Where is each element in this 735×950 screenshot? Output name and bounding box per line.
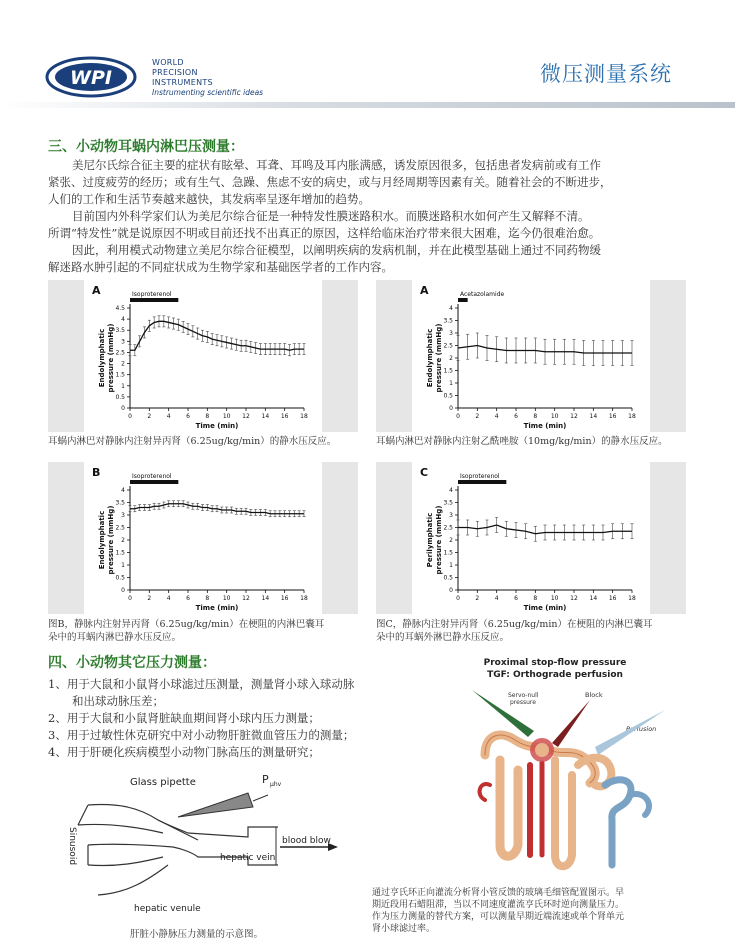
glass-pipette-label: Glass pipette (130, 777, 196, 788)
caption-line: 期近段用石蜡阻滞，当以不同速度灌流亨氏环时逆向测量压力。 (372, 900, 625, 910)
drug-bar (458, 480, 506, 484)
sinusoid-label: Sinusoid (67, 827, 77, 866)
chart-4-caption (376, 618, 686, 644)
caption-line: 作为压力测量的替代方案，可以测量早期近端流速或单个肾单元 (372, 912, 625, 922)
y-tick-label: 2.5 (115, 524, 125, 532)
gray-margin-right (322, 462, 358, 614)
y-axis-label: Endolymphatic (98, 328, 106, 388)
y-tick-label: 1 (121, 562, 125, 569)
y-tick-label: 1.5 (115, 371, 125, 379)
x-tick-label: 4 (166, 595, 171, 602)
y-tick-label: 0 (449, 587, 453, 594)
y-tick-label: 0.5 (443, 392, 453, 400)
y-axis-label: pressure (mmHg) (435, 323, 443, 393)
kidney-title-1: Proximal stop-flow pressure (483, 658, 627, 668)
logo-letters: WPI (70, 67, 112, 89)
x-tick-label: 6 (514, 413, 518, 420)
x-tick-label: 2 (147, 413, 152, 420)
x-tick-label: 10 (550, 595, 559, 602)
x-axis-label: Time (min) (195, 422, 239, 430)
y-tick-label: 2 (121, 537, 125, 544)
chart-2 (376, 280, 686, 432)
list-item: 2、用于大鼠和小鼠肾脏缺血期间肾小球内压力测量； (48, 711, 320, 725)
paragraph-line: 目前国内外科学家们认为美尼尔综合征是一种特发性膜迷路积水。而膜迷路积水如何产生又解释不清。 (72, 209, 590, 223)
y-tick-label: 4 (449, 487, 453, 494)
x-tick-label: 8 (205, 595, 210, 602)
x-tick-label: 16 (280, 413, 289, 420)
panel-letter: A (92, 284, 101, 297)
x-tick-label: 4 (494, 595, 499, 602)
paragraph-line: 解迷路水肿引起的不同症状成为生物学家和基础医学者的工作内容。 (48, 260, 393, 274)
perfusion-label: Perfusion (626, 725, 657, 733)
x-tick-label: 2 (475, 413, 480, 420)
x-tick-label: 16 (608, 595, 617, 602)
x-tick-label: 10 (550, 413, 559, 420)
liver-venule-diagram (48, 765, 348, 925)
header (0, 0, 735, 110)
x-tick-label: 18 (628, 413, 636, 420)
gray-margin-left (48, 280, 84, 432)
paragraph-line: 紧张、过度疲劳的经历；或有生气、急躁、焦虑不安的病史，或与月经周期等因素有关。随着社会的不断进步， (48, 175, 612, 189)
y-tick-label: 0 (121, 405, 125, 412)
y-tick-label: 1.5 (443, 549, 453, 557)
panel-letter: B (92, 466, 101, 479)
paragraph-line: 所谓“特发性”就是说原因不明或目前还找不出真正的原因，这样给临床治疗带来很大困难，迄今仍很难治愈。 (48, 226, 601, 240)
y-tick-label: 0 (121, 587, 125, 594)
x-tick-label: 16 (608, 413, 617, 420)
x-tick-label: 6 (514, 595, 518, 602)
y-tick-label: 0.5 (115, 574, 125, 582)
y-tick-label: 4 (449, 305, 453, 312)
x-tick-label: 16 (280, 595, 289, 602)
y-tick-label: 2.5 (443, 342, 453, 350)
chart-1 (48, 280, 358, 432)
paragraph-line: 美尼尔氏综合征主要的症状有眩晕、耳聋、耳鸣及耳内胀满感，诱发原因很多，包括患者发病前或有工作 (72, 158, 601, 172)
x-tick-label: 6 (186, 413, 190, 420)
y-tick-label: 3 (449, 330, 453, 337)
chart-4 (376, 462, 686, 614)
gray-margin-left (376, 280, 412, 432)
y-tick-label: 3.5 (443, 317, 453, 325)
y-axis-label: Endolymphatic (426, 328, 434, 388)
x-tick-label: 0 (456, 595, 460, 602)
y-tick-label: 2 (449, 537, 453, 544)
header-divider (0, 102, 735, 108)
x-tick-label: 8 (205, 413, 210, 420)
section3-text (48, 157, 698, 276)
nephron-perfusion-diagram (430, 655, 680, 885)
y-tick-label: 4 (121, 316, 125, 324)
y-tick-label: 0.5 (443, 574, 453, 582)
y-tick-label: 3.5 (115, 499, 125, 507)
y-tick-label: 4.5 (115, 305, 125, 312)
x-tick-label: 18 (300, 595, 308, 602)
x-tick-label: 14 (261, 413, 270, 420)
chart-2-caption: 耳蜗内淋巴对静脉内注射乙酰唑胺（10mg/kg/min）的静水压反应。 (376, 436, 668, 447)
y-axis-label: pressure (mmHg) (107, 505, 115, 575)
liver-diagram-caption: 肝脏小静脉压力测量的示意图。 (130, 929, 264, 940)
y-tick-label: 3.5 (115, 327, 125, 335)
gray-margin-right (650, 280, 686, 432)
y-tick-label: 2 (121, 360, 125, 368)
company-name (152, 58, 213, 88)
x-tick-label: 10 (222, 595, 231, 602)
p-label: P (262, 773, 269, 786)
caption-line: 通过亨氏环正向灌流分析肾小管反馈的玻璃毛细管配置图示。早 (372, 888, 625, 898)
block-label: Block (585, 691, 603, 699)
y-tick-label: 1 (449, 562, 453, 569)
x-tick-label: 14 (261, 595, 270, 602)
x-tick-label: 0 (128, 595, 132, 602)
x-tick-label: 14 (589, 413, 598, 420)
hepatic-vein-label: hepatic vein (220, 853, 276, 863)
y-tick-label: 2.5 (115, 349, 125, 357)
gray-margin-right (650, 462, 686, 614)
x-tick-label: 14 (589, 595, 598, 602)
y-tick-label: 1 (121, 382, 125, 390)
company-line: WORLD (152, 58, 184, 67)
drug-label: Acetazolamide (460, 291, 505, 298)
section3-title: 三、小动物耳蜗内淋巴压测量： (48, 139, 244, 155)
drug-label: Isoproterenol (132, 473, 172, 480)
x-tick-label: 0 (128, 413, 132, 420)
drug-bar (130, 298, 178, 302)
servo-label-2: pressure (510, 699, 536, 706)
y-tick-label: 0 (449, 405, 453, 412)
x-tick-label: 2 (475, 595, 480, 602)
caption-line: 图B，静脉内注射异丙肾（6.25ug/kg/min）在梗阻的内淋巴囊耳 (48, 619, 325, 630)
page-title: 微压测量系统 (540, 62, 672, 86)
caption-line: 朵中的耳蜗外淋巴静水压反应。 (376, 632, 510, 643)
x-tick-label: 8 (533, 413, 538, 420)
y-tick-label: 3.5 (443, 499, 453, 507)
company-line: PRECISION (152, 68, 198, 77)
panel-letter: C (420, 466, 429, 479)
section4-title: 四、小动物其它压力测量： (48, 655, 216, 671)
drug-bar (458, 298, 468, 302)
y-tick-label: 2.5 (443, 524, 453, 532)
y-tick-label: 1.5 (443, 367, 453, 375)
list-item: 3、用于过敏性休克研究中对小动物肝脏微血管压力的测量； (48, 728, 355, 742)
caption-line: 肾小球滤过率。 (372, 924, 436, 934)
chart-3-caption (48, 618, 358, 644)
section4-list (48, 676, 378, 761)
list-item: 4、用于肝硬化疾病模型小动物门脉高压的测量研究； (48, 745, 320, 759)
caption-line: 图C，静脉内注射异丙肾（6.25ug/kg/min）在梗阻的内淋巴囊耳 (376, 619, 653, 630)
company-line: INSTRUMENTS (152, 78, 213, 87)
gray-margin-left (48, 462, 84, 614)
series-line (130, 504, 304, 514)
y-tick-label: 3 (449, 512, 453, 519)
servo-label: Servo-null (508, 692, 539, 699)
y-axis-label: Perilymphatic (426, 512, 434, 568)
y-tick-label: 2 (449, 355, 453, 362)
kidney-title-2: TGF: Orthograde perfusion (487, 670, 623, 680)
x-tick-label: 12 (570, 595, 578, 602)
gray-margin-right (322, 280, 358, 432)
x-tick-label: 18 (628, 595, 636, 602)
x-tick-label: 18 (300, 413, 308, 420)
p-subscript: μhv (270, 781, 282, 788)
list-item: 1、用于大鼠和小鼠肾小球滤过压测量，测量肾小球入球动脉 (48, 677, 355, 691)
wpi-logo-icon (44, 55, 138, 99)
blood-flow-label: blood blow (282, 836, 331, 846)
tagline: Instrumenting scientific ideas (152, 88, 264, 97)
paragraph-line: 因此，利用模式动物建立美尼尔综合征模型，以阐明疾病的发病机制，并在此模型基础上通过不同药物缓 (72, 243, 601, 257)
y-tick-label: 1 (449, 380, 453, 387)
y-tick-label: 0.5 (115, 393, 125, 401)
paragraph-line: 人们的工作和生活节奏越来越快，其发病率呈逐年增加的趋势。 (48, 192, 370, 206)
gray-margin-left (376, 462, 412, 614)
x-axis-label: Time (min) (523, 422, 567, 430)
panel-letter: A (420, 284, 429, 297)
x-tick-label: 12 (242, 413, 250, 420)
drug-label: Isoproterenol (460, 473, 500, 480)
x-axis-label: Time (min) (195, 604, 239, 612)
x-tick-label: 6 (186, 595, 190, 602)
chart-1-caption: 耳蜗内淋巴对静脉内注射异丙肾（6.25ug/kg/min）的静水压反应。 (48, 436, 337, 447)
y-axis-label: pressure (mmHg) (435, 505, 443, 575)
y-tick-label: 1.5 (115, 549, 125, 557)
drug-bar (130, 480, 178, 484)
chart-3 (48, 462, 358, 614)
x-tick-label: 0 (456, 413, 460, 420)
x-tick-label: 12 (570, 413, 578, 420)
x-tick-label: 4 (494, 413, 499, 420)
drug-label: Isoproterenol (132, 291, 172, 298)
y-tick-label: 3 (121, 338, 125, 346)
y-axis-label: pressure (mmHg) (107, 323, 115, 393)
hepatic-venule-label: hepatic venule (134, 904, 201, 914)
y-axis-label: Endolymphatic (98, 510, 106, 570)
x-tick-label: 10 (222, 413, 231, 420)
y-tick-label: 4 (121, 487, 125, 494)
kidney-diagram-caption (372, 887, 692, 935)
x-tick-label: 12 (242, 595, 250, 602)
caption-line: 朵中的耳蜗内淋巴静水压反应。 (48, 632, 182, 643)
x-tick-label: 4 (166, 413, 171, 420)
x-tick-label: 8 (533, 595, 538, 602)
x-axis-label: Time (min) (523, 604, 567, 612)
x-tick-label: 2 (147, 595, 152, 602)
list-item: 和出球动脉压差； (72, 694, 164, 708)
y-tick-label: 3 (121, 512, 125, 519)
